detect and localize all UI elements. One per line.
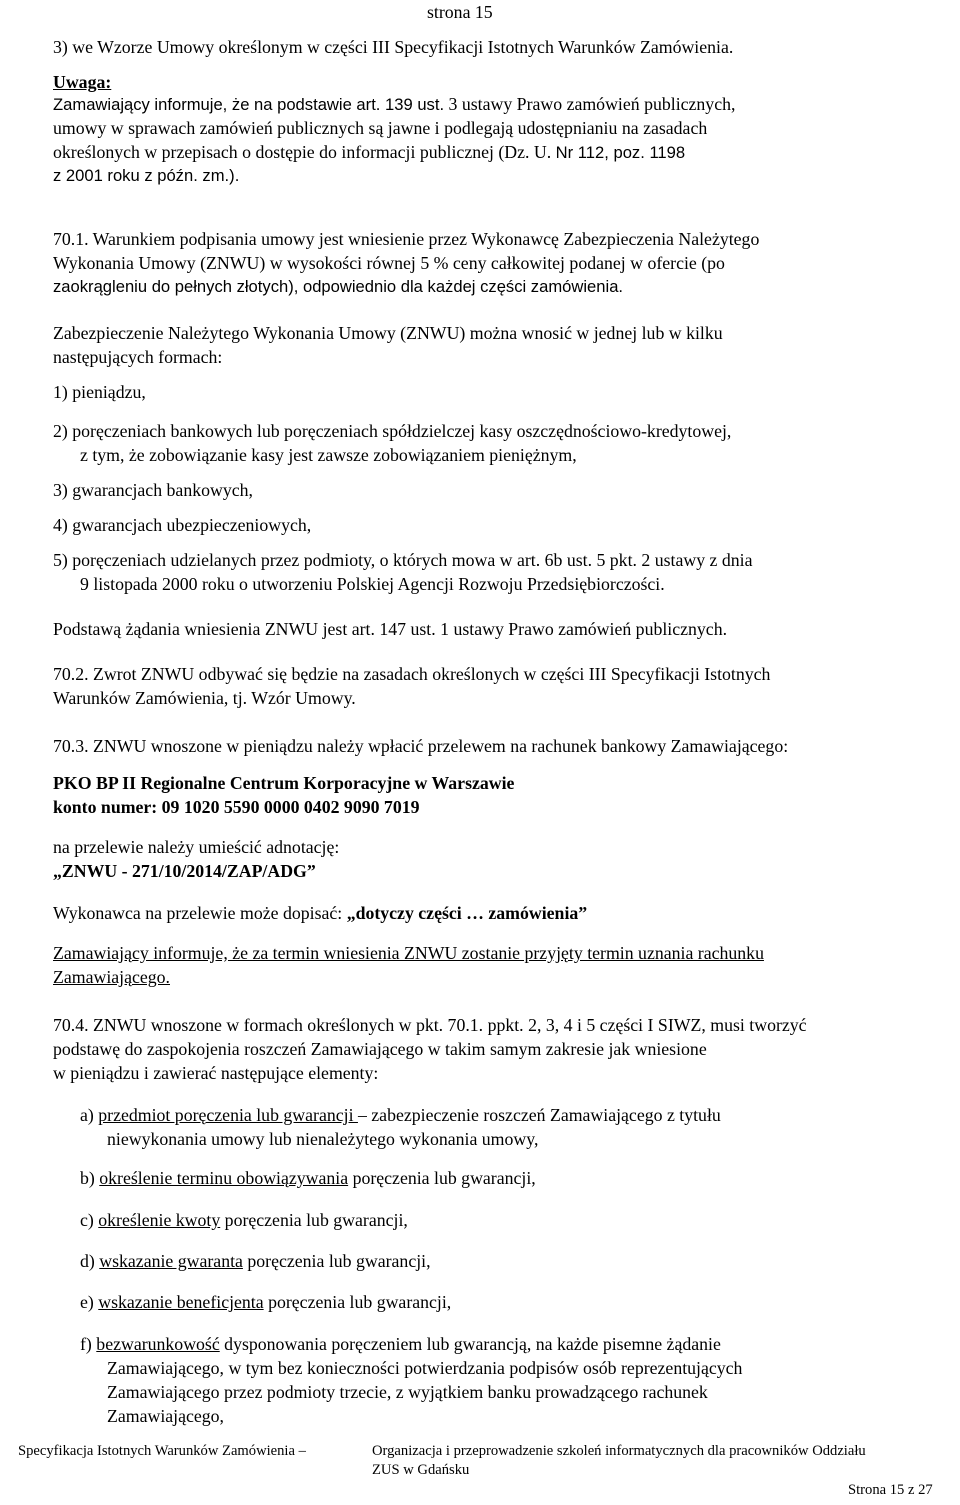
text-line: Warunków Zamówienia, tj. Wzór Umowy.	[53, 688, 356, 708]
text-line: Zabezpieczenie Należytego Wykonania Umowy (ZNWU) można wnosić w jednej lub w kilku	[53, 323, 723, 343]
note-heading: Uwaga:	[53, 72, 112, 92]
text-line: Wykonania Umowy (ZNWU) w wysokości równej 5 % ceny całkowitej podanej w ofercie (po	[53, 253, 725, 273]
bank-account-number: konto numer: 09 1020 5590 0000 0402 9090 7019	[53, 797, 420, 817]
text-line: na przelewie należy umieścić adnotację:	[53, 837, 340, 857]
list-item-f: f) bezwarunkowość dysponowania poręczeniem lub gwarancją, na każde pisemne żądanie	[80, 1334, 721, 1354]
underlined-notice: Zamawiającego.	[53, 967, 170, 987]
list-item-a: a) przedmiot poręczenia lub gwarancji – zabezpieczenie roszczeń Zamawiającego z tytułu	[80, 1105, 721, 1125]
paragraph-70-2: 70.2. Zwrot ZNWU odbywać się będzie na zasadach określonych w części III Specyfikacji Istotnych	[53, 664, 771, 684]
text-line: podstawę do zaspokojenia roszczeń Zamawiającego w takim samym zakresie jak wniesione	[53, 1039, 707, 1059]
paragraph-70-1: 70.1. Warunkiem podpisania umowy jest wniesienie przez Wykonawcę Zabezpieczenia Należytego	[53, 229, 760, 249]
list-item-b: b) określenie terminu obowiązywania poręczenia lub gwarancji,	[80, 1168, 536, 1188]
list-item-continuation: 9 listopada 2000 roku o utworzeniu Polskiej Agencji Rozwoju Przedsiębiorczości.	[80, 574, 665, 594]
list-item: 3) gwarancjach bankowych,	[53, 480, 253, 500]
text-line: 3) we Wzorze Umowy określonym w części III Specyfikacji Istotnych Warunków Zamówienia.	[53, 37, 734, 57]
list-item: 4) gwarancjach ubezpieczeniowych,	[53, 515, 312, 535]
text-line: Wykonawca na przelewie może dopisać: „dotyczy części … zamówienia”	[53, 903, 588, 923]
bank-name: PKO BP II Regionalne Centrum Korporacyjne w Warszawie	[53, 773, 515, 793]
text-line: umowy w sprawach zamówień publicznych są jawne i podlegają udostępnianiu na zasadach	[53, 118, 708, 138]
list-item-continuation: z tym, że zobowiązanie kasy jest zawsze zobowiązaniem pieniężnym,	[80, 445, 577, 465]
footer-right-line2: ZUS w Gdańsku	[372, 1462, 470, 1478]
text-line: Podstawą żądania wniesienia ZNWU jest art. 147 ust. 1 ustawy Prawo zamówień publicznych.	[53, 619, 728, 639]
list-item: 1) pieniądzu,	[53, 382, 146, 402]
list-item-continuation: niewykonania umowy lub nienależytego wykonania umowy,	[107, 1129, 539, 1149]
list-item-continuation: Zamawiającego, w tym bez konieczności potwierdzania podpisów osób reprezentujących	[107, 1358, 743, 1378]
list-item: 5) poręczeniach udzielanych przez podmioty, o których mowa w art. 6b ust. 5 pkt. 2 ustawy z dnia	[53, 550, 753, 570]
text-line: określonych w przepisach o dostępie do informacji publicznej (Dz. U. Nr 112, poz. 1198	[53, 142, 686, 162]
text-line: Zamawiający informuje, że na podstawie art. 139 ust. 3 ustawy Prawo zamówień publicznych,	[53, 94, 736, 114]
list-item-continuation: Zamawiającego przez podmioty trzecie, z wyjątkiem banku prowadzącego rachunek	[107, 1382, 708, 1402]
page-number-header: strona 15	[427, 2, 493, 22]
list-item-c: c) określenie kwoty poręczenia lub gwarancji,	[80, 1210, 408, 1230]
list-item-e: e) wskazanie beneficjenta poręczenia lub gwarancji,	[80, 1292, 452, 1312]
paragraph-70-4: 70.4. ZNWU wnoszone w formach określonych w pkt. 70.1. ppkt. 2, 3, 4 i 5 części I SIWZ, musi tworzyć	[53, 1015, 807, 1035]
text-line: następujących formach:	[53, 347, 223, 367]
list-item-d: d) wskazanie gwaranta poręczenia lub gwarancji,	[80, 1251, 431, 1271]
underlined-notice: Zamawiający informuje, że za termin wniesienia ZNWU zostanie przyjęty termin uznania rachunku	[53, 943, 764, 963]
text-line: zaokrągleniu do pełnych złotych), odpowiednio dla każdej części zamówienia.	[53, 277, 624, 296]
text-line: w pieniądzu i zawierać następujące elementy:	[53, 1063, 379, 1083]
list-item: 2) poręczeniach bankowych lub poręczeniach spółdzielczej kasy oszczędnościowo-kredytowej,	[53, 421, 732, 441]
footer-left: Specyfikacja Istotnych Warunków Zamówienia –	[18, 1443, 306, 1459]
text-line: z 2001 roku z późn. zm.).	[53, 166, 240, 185]
transfer-annotation: „ZNWU - 271/10/2014/ZAP/ADG”	[53, 861, 316, 881]
list-item-continuation: Zamawiającego,	[107, 1406, 224, 1426]
footer-page-number: Strona 15 z 27	[848, 1482, 933, 1498]
footer-right-line1: Organizacja i przeprowadzenie szkoleń informatycznych dla pracowników Oddziału	[372, 1443, 866, 1459]
paragraph-70-3: 70.3. ZNWU wnoszone w pieniądzu należy wpłacić przelewem na rachunek bankowy Zamawiającego:	[53, 736, 789, 756]
footer-divider	[18, 1435, 942, 1436]
